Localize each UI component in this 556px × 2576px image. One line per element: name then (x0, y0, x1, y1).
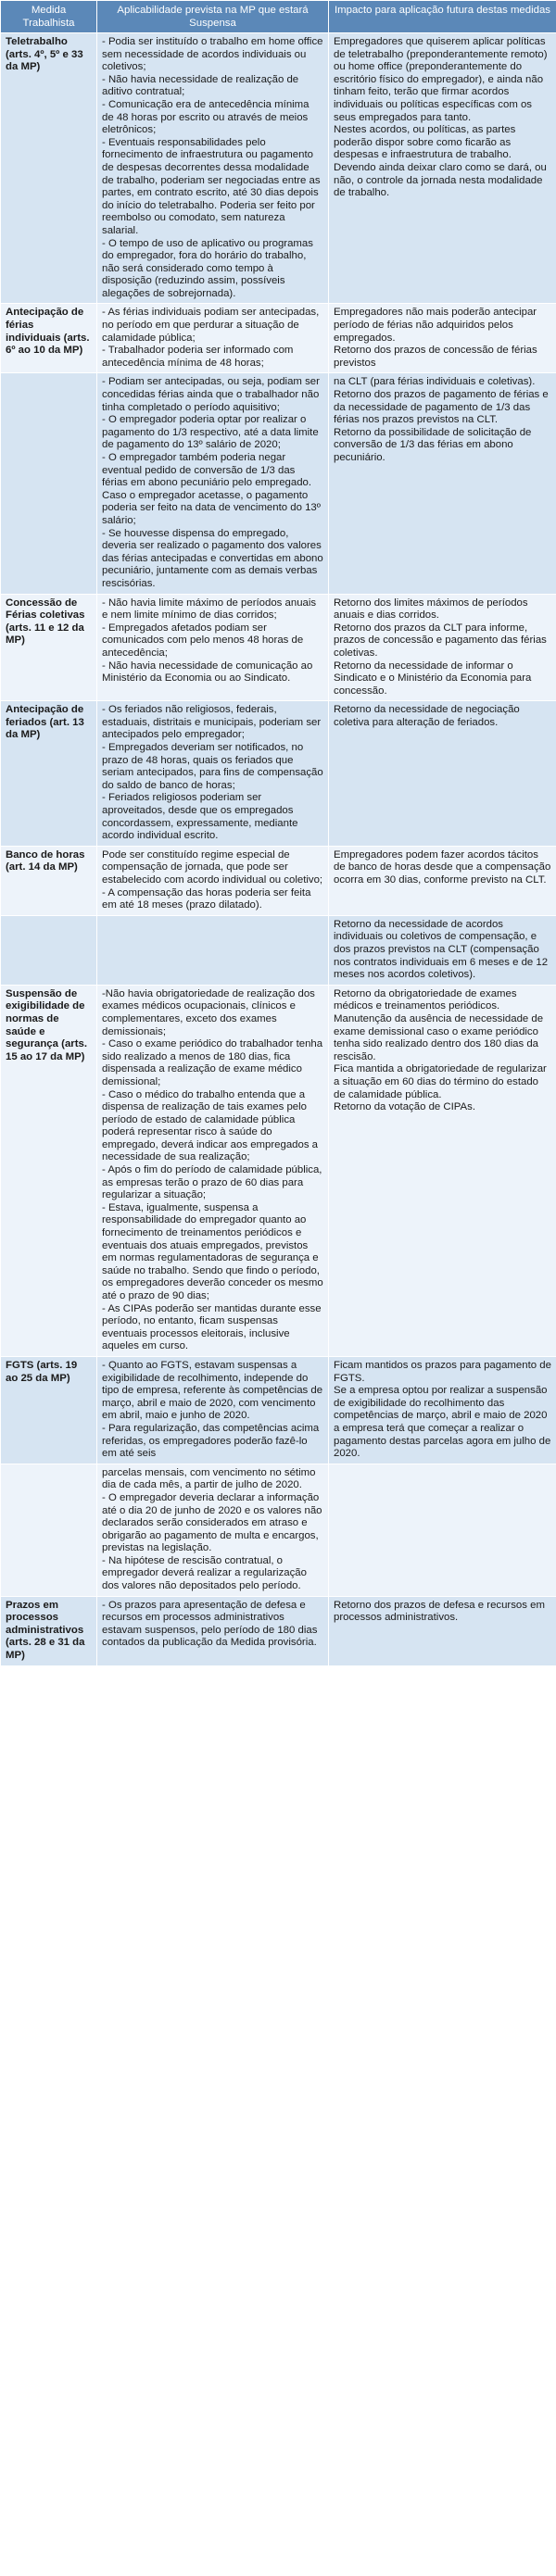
impact-line: Empregadores não mais poderão antecipar período de férias não adquiridos pelos empregados. (334, 307, 537, 344)
applicability-cell (97, 373, 329, 594)
impact-line: Retorno dos prazos de defesa e recursos em processos administrativos. (334, 1599, 545, 1624)
impact-line: Retorno da obrigatoriedade de exames médicos e treinamentos periódicos. (334, 987, 517, 1012)
applicability-cell (97, 1596, 329, 1665)
applicability-line: - Os feriados não religiosos, federais, estaduais, distritais e municipais, poderiam ser antecipados pelo empregador; (102, 704, 322, 741)
impact-cell (329, 304, 556, 373)
table-row (1, 373, 556, 594)
applicability-cell (97, 915, 329, 985)
impact-line: Ficam mantidos os prazos para pagamento de FGTS. (334, 1359, 551, 1384)
table-header-row (1, 1, 556, 33)
applicability-line: - O empregador também poderia negar eventual pedido de conversão de 1/3 das férias em abono pecuniário pelo empregado. Caso o empregador acetasse, o pagamento poderia ser feito na data de vencimento do 13º salário; (102, 452, 321, 526)
applicability-cell (97, 985, 329, 1356)
applicability-line: - As férias individuais podiam ser antecipadas, no período em que perdurar a situação de calamidade pública; (102, 307, 320, 344)
applicability-cell (97, 304, 329, 373)
applicability-line: - Podiam ser antecipadas, ou seja, podiam ser concedidas férias ainda que o trabalhador não tinha completado o período aquisitivo; (102, 376, 320, 413)
applicability-line: - Não havia necessidade de realização de aditivo contratual; (102, 73, 299, 98)
impact-line: Retorno da necessidade de acordos individuais ou coletivos de compensação, e dos prazos previstos na CLT (compensação nos contratos individuais em 6 meses e de 12 meses nos acordos coletivos). (334, 918, 549, 981)
impact-line: Retorno da necessidade de informar o Sindicato e o Ministério da Economia para concessão. (334, 660, 532, 697)
header-impact: Impacto para aplicação futura destas medidas (329, 1, 556, 33)
applicability-cell (97, 33, 329, 304)
impact-line: Manutenção da ausência de necessidade de exame demissional caso o exame periódico tenha sido realizado dentro dos 180 dias da rescisão. (334, 1012, 544, 1062)
applicability-cell (97, 701, 329, 847)
applicability-cell (97, 1356, 329, 1464)
applicability-line: - Após o fim do período de calamidade pública, as empresas terão o prazo de 60 dias para regularizar a situação; (102, 1164, 322, 1201)
applicability-line: - Caso o exame periódico do trabalhador tenha sido realizado a menos de 180 dias, fica dispensada a realização de exame médico demissional; (102, 1038, 323, 1087)
measure-cell (1, 1464, 97, 1596)
measure-cell: Antecipação de feriados (art. 13 da MP) (1, 701, 97, 847)
measure-cell: Teletrabalho (arts. 4º, 5º e 33 da MP) (1, 33, 97, 304)
impact-line: Empregadores que quiserem aplicar políticas de teletrabalho (preponderantemente remoto) ou home office (preponderantemente do escritório físico do empregador), e ainda não tinham feito, terão que firmar acordos individuais ou políticas específicas com os seus empregados para tanto. (334, 36, 548, 123)
impact-line: na CLT (para férias individuais e coletivas). (334, 376, 536, 388)
header-measure: Medida Trabalhista (1, 1, 97, 33)
applicability-cell (97, 846, 329, 915)
table-row (1, 304, 556, 373)
impact-line: Retorno da possibilidade de solicitação de conversão de 1/3 das férias em abono pecuniário. (334, 426, 532, 463)
impact-cell (329, 915, 556, 985)
applicability-cell (97, 594, 329, 701)
measure-cell: Concessão de Férias coletivas (arts. 11 e 12 da MP) (1, 594, 97, 701)
applicability-line: - Estava, igualmente, suspensa a responsabilidade do empregador quanto ao fornecimento de treinamentos periódicos e eventuais dos atuais empregados, previstos em normas regulamentadoras de segurança e saúde no trabalho. Sendo que findo o período, os empregadores deverão conceder os mesmo até o prazo de 90 dias; (102, 1201, 323, 1301)
measure-cell (1, 373, 97, 594)
applicability-line: Pode ser constituído regime especial de compensação de jornada, que pode ser estabelecido com acordo individual ou coletivo; (102, 848, 323, 886)
impact-cell (329, 33, 556, 304)
applicability-line: - Quanto ao FGTS, estavam suspensas a exigibilidade de recolhimento, independe do tipo de empresa, referente às competências de março, abril e maio de 2020, com vencimento em abril, maio e junho de 2020. (102, 1359, 323, 1422)
table-row (1, 33, 556, 304)
impact-line: Retorno da necessidade de negociação coletiva para alteração de feriados. (334, 704, 520, 728)
impact-cell (329, 1356, 556, 1464)
applicability-line: - Feriados religiosos poderiam ser aproveitados, desde que os empregados concordassem, expressamente, mediante acordo individual escrito. (102, 792, 298, 842)
measure-cell: Banco de horas (art. 14 da MP) (1, 846, 97, 915)
table-row (1, 594, 556, 701)
applicability-line: - Eventuais responsabilidades pelo fornecimento de infraestrutura ou pagamento de despesas decorrentes dessa modalidade de trabalho, poderiam ser negociadas entre as partes, em contrato escrito, até 30 dias depois do início do teletrabalho. Poderia ser feito por reembolso ou comodato, sem natureza salarial. (102, 136, 321, 236)
applicability-line: - O empregador poderia optar por realizar o pagamento do 1/3 respectivo, até a data limite de pagamento do 13º salário de 2020; (102, 414, 319, 451)
impact-line: Retorno da votação de CIPAs. (334, 1101, 476, 1113)
impact-cell (329, 1596, 556, 1665)
impact-cell (329, 373, 556, 594)
applicability-line: - Comunicação era de antecedência mínima de 48 horas por escrito ou através de meios eletrônicos; (102, 98, 310, 136)
impact-cell (329, 985, 556, 1356)
measure-cell: FGTS (arts. 19 ao 25 da MP) (1, 1356, 97, 1464)
impact-cell (329, 594, 556, 701)
applicability-line: - Não havia limite máximo de períodos anuais e nem limite mínimo de dias corridos; (102, 597, 317, 622)
table-row (1, 846, 556, 915)
measure-cell (1, 915, 97, 985)
impact-line: Retorno dos prazos de pagamento de férias e da necessidade de pagamento de 1/3 das férias nos prazos previstos na CLT. (334, 389, 549, 426)
applicability-line: - Se houvesse dispensa do empregado, deveria ser realizado o pagamento dos valores das férias antecipadas e convertidas em abono pecuniário, juntamente com as demais verbas rescisórias. (102, 527, 323, 589)
applicability-line: - Trabalhador poderia ser informado com antecedência mínima de 48 horas; (102, 345, 294, 369)
applicability-line: - Empregados deveriam ser notificados, no prazo de 48 horas, quais os feriados que seriam antecipados, para fins de compensação do saldo de banco de horas; (102, 742, 323, 791)
header-applicability: Aplicabilidade prevista na MP que estará Suspensa (97, 1, 329, 33)
table-row (1, 985, 556, 1356)
applicability-cell (97, 1464, 329, 1596)
impact-line: Se a empresa optou por realizar a suspensão de exigibilidade do recolhimento das competências de março, abril e maio de 2020 a empresa terá que começar a realizar o pagamento destas parcelas agora em julho de 2020. (334, 1385, 551, 1460)
table-row (1, 701, 556, 847)
applicability-line: - Para regularização, das competências acima referidas, os empregadores poderão fazê-lo em até seis (102, 1422, 320, 1460)
table-row (1, 1596, 556, 1665)
measure-cell: Antecipação de férias individuais (arts. 6º ao 10 da MP) (1, 304, 97, 373)
impact-cell (329, 701, 556, 847)
applicability-line: - A compensação das horas poderia ser feita em até 18 meses (prazo dilatado). (102, 886, 311, 911)
impact-line: Retorno dos limites máximos de períodos anuais e dias corridos. (334, 597, 528, 622)
applicability-line: -Não havia obrigatoriedade de realização dos exames médicos ocupacionais, clínicos e complementares, exceto dos exames demissionais; (102, 987, 315, 1037)
impact-line: Retorno dos prazos de concessão de férias previstos (334, 345, 537, 369)
applicability-line: - As CIPAs poderão ser mantidas durante esse período, no entanto, ficam suspensas eventuais processos eleitorais, inclusive aqueles em curso. (102, 1302, 322, 1352)
measure-cell: Prazos em processos administrativos (arts. 28 e 31 da MP) (1, 1596, 97, 1665)
impact-line: Retorno dos prazos da CLT para informe, prazos de concessão e pagamento das férias coletivas. (334, 622, 547, 659)
applicability-line: - Os prazos para apresentação de defesa e recursos em processos administrativos estavam suspensos, pelo período de 180 dias contados da publicação da Medida provisória. (102, 1599, 318, 1649)
table-row (1, 915, 556, 985)
applicability-line: - Podia ser instituído o trabalho em home office sem necessidade de acordos individuais ou coletivos; (102, 36, 323, 73)
applicability-line: - O tempo de uso de aplicativo ou programas do empregador, fora do horário do trabalho, não será considerado como tempo à disposição (reduzindo assim, possíveis alegações de sobrejornada). (102, 237, 313, 299)
applicability-line: parcelas mensais, com vencimento no sétimo dia de cada mês, a partir de julho de 2020. (102, 1466, 316, 1491)
table-row (1, 1464, 556, 1596)
impact-line: Empregadores podem fazer acordos tácitos de banco de horas desde que a compensação ocorra em 30 dias, conforme previsto na CLT. (334, 848, 551, 886)
impact-cell (329, 1464, 556, 1596)
impact-line: Fica mantida a obrigatoriedade de regularizar a situação em 60 dias do término do estado de calamidade pública. (334, 1063, 547, 1100)
measure-cell: Suspensão de exigibilidade de normas de saúde e segurança (arts. 15 ao 17 da MP) (1, 985, 97, 1356)
table-body (1, 33, 556, 1666)
applicability-line: - Empregados afetados podiam ser comunicados com pelo menos 48 horas de antecedência; (102, 622, 304, 659)
impact-cell (329, 846, 556, 915)
applicability-line: - Caso o médico do trabalho entenda que a dispensa de realização de tais exames pelo período de estado de calamidade pública poderá representar risco à saúde do empregado, deverá indicar aos empregados a necessidade de sua realização; (102, 1088, 319, 1163)
applicability-line: - Na hipótese de rescisão contratual, o empregador deverá realizar a regularização dos valores não depositados pelo período. (102, 1554, 307, 1592)
table-row (1, 1356, 556, 1464)
applicability-line: - Não havia necessidade de comunicação ao Ministério da Economia ou ao Sindicato. (102, 660, 313, 685)
applicability-line: - O empregador deveria declarar a informação até o dia 20 de junho de 2020 e os valores não declarados serão considerados em atraso e obrigarão ao pagamento de multa e encargos, previstas na legislação. (102, 1491, 322, 1554)
impact-line: Nestes acordos, ou políticas, as partes poderão dispor sobre como ficarão as despesas e infraestrutura de trabalho. Devendo ainda deixar claro como se dará, ou não, o controle da jornada nesta modalidade de trabalho. (334, 124, 547, 199)
